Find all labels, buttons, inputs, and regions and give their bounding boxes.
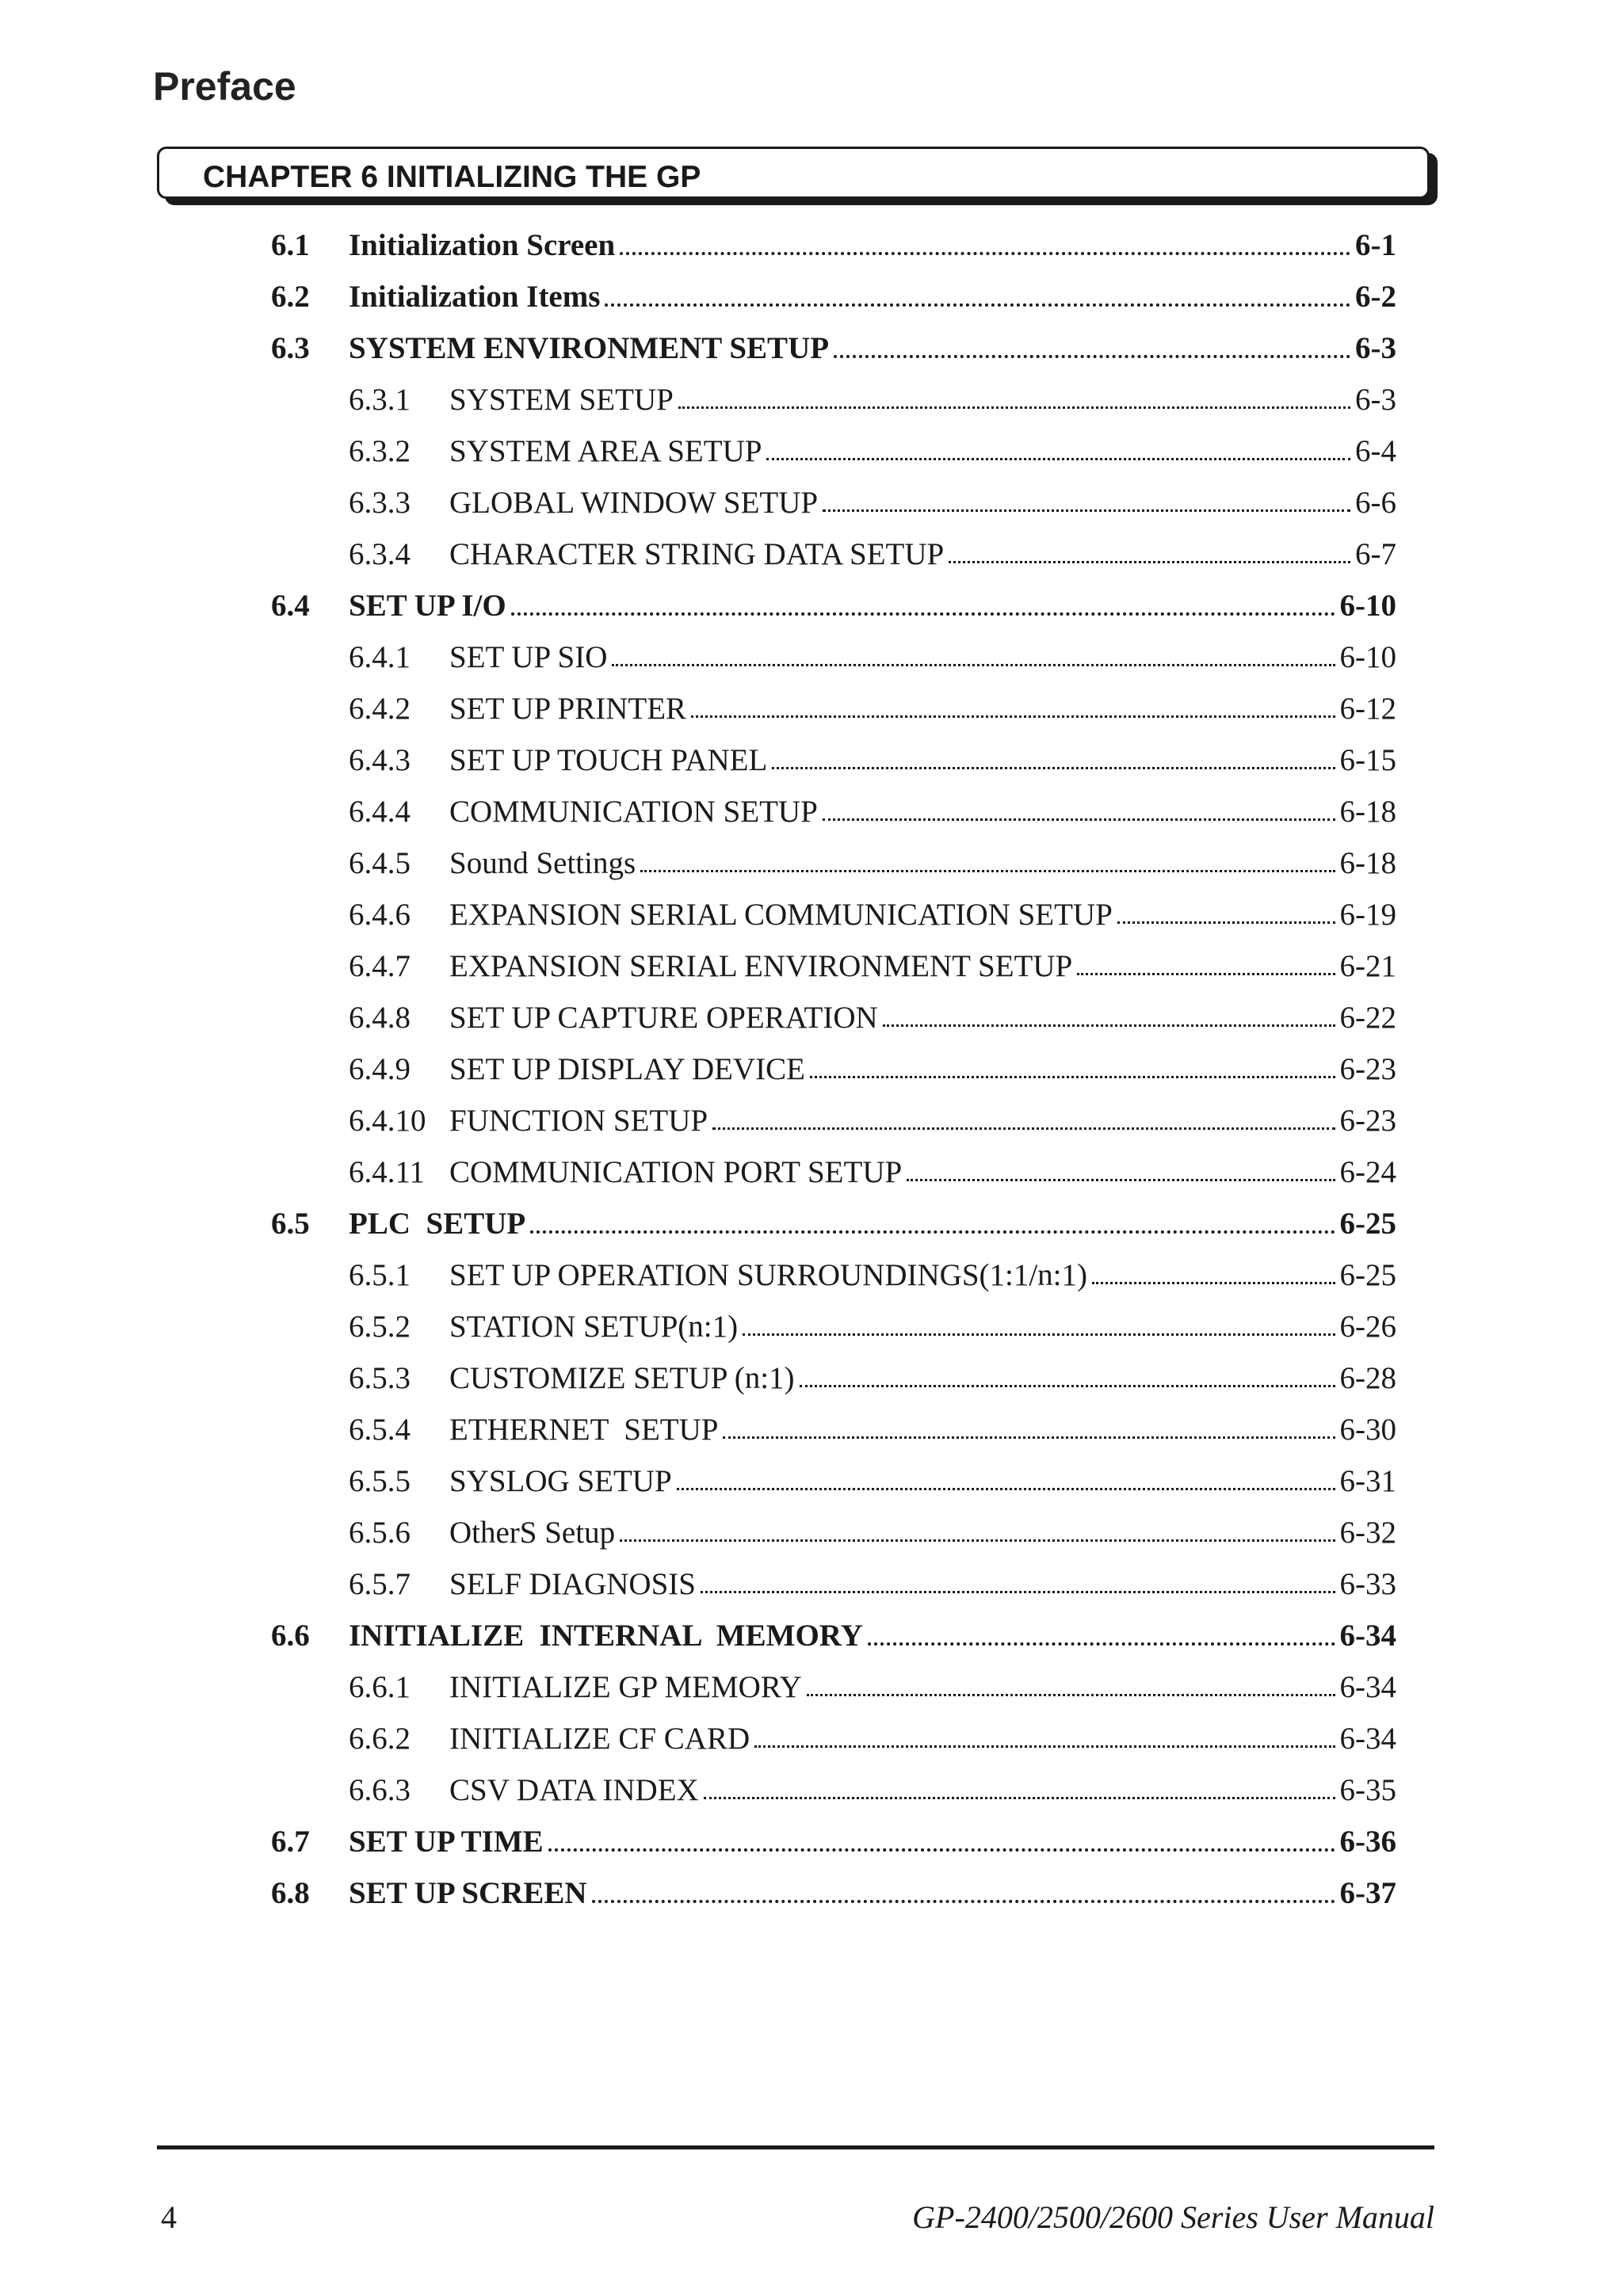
toc-subsection-entry xyxy=(0,1149,1623,1196)
toc-entry-number: 6.6 xyxy=(271,1619,310,1653)
toc-subsection-entry xyxy=(0,1509,1623,1557)
toc-section-entry xyxy=(0,325,1623,372)
toc-entry-line xyxy=(449,943,1396,990)
toc-dot-leader xyxy=(1117,921,1335,924)
toc-entry-number: 6.5.3 xyxy=(349,1361,411,1395)
toc-dot-leader xyxy=(530,1230,1335,1234)
toc-entry-title: STATION SETUP(n:1) xyxy=(449,1310,739,1344)
toc-entry-line xyxy=(349,222,1396,269)
toc-entry-title: INITIALIZE CF CARD xyxy=(449,1722,750,1756)
toc-entry-line xyxy=(349,1870,1396,1917)
toc-entry-number: 6.2 xyxy=(271,280,310,314)
toc-entry-title: INITIALIZE INTERNAL MEMORY xyxy=(349,1619,863,1653)
toc-dot-leader xyxy=(605,303,1350,307)
toc-subsection-entry xyxy=(0,1406,1623,1454)
toc-subsection-entry xyxy=(0,1458,1623,1505)
toc-entry-title: Sound Settings xyxy=(449,846,636,880)
toc-entry-number: 6.4 xyxy=(271,589,310,623)
toc-dot-leader xyxy=(883,1024,1335,1027)
toc-entry-number: 6.4.3 xyxy=(349,743,411,777)
toc-entry-title: OtherS Setup xyxy=(449,1516,616,1550)
toc-entry-line xyxy=(349,1200,1396,1248)
toc-entry-number: 6.3 xyxy=(271,331,310,365)
toc-section-entry xyxy=(0,1870,1623,1917)
toc-dot-leader xyxy=(592,1899,1335,1903)
toc-entry-title: SET UP I/O xyxy=(349,589,506,623)
toc-subsection-entry xyxy=(0,788,1623,836)
toc-entry-page: 6-3 xyxy=(1355,383,1396,417)
toc-subsection-entry xyxy=(0,376,1623,424)
toc-dot-leader xyxy=(868,1642,1335,1646)
toc-entry-page: 6-24 xyxy=(1339,1155,1396,1189)
toc-dot-leader xyxy=(834,354,1350,358)
toc-entry-line xyxy=(449,1252,1396,1299)
toc-entry-page: 6-25 xyxy=(1339,1207,1396,1241)
toc-entry-title: SELF DIAGNOSIS xyxy=(449,1567,696,1601)
toc-entry-number: 6.4.10 xyxy=(349,1104,426,1138)
toc-entry-page: 6-23 xyxy=(1339,1052,1396,1086)
toc-entry-line xyxy=(449,840,1396,887)
toc-entry-number: 6.4.9 xyxy=(349,1052,411,1086)
toc-subsection-entry xyxy=(0,428,1623,475)
toc-dot-leader xyxy=(620,1539,1335,1542)
toc-entry-title: Initialization Items xyxy=(349,280,601,314)
toc-entry-number: 6.4.1 xyxy=(349,640,411,674)
toc-entry-page: 6-18 xyxy=(1339,846,1396,880)
toc-entry-title: SET UP SIO xyxy=(449,640,608,674)
chapter-heading-box xyxy=(157,147,1430,199)
toc-entry-title: SET UP SCREEN xyxy=(349,1876,587,1910)
toc-dot-leader xyxy=(743,1333,1335,1336)
toc-entry-page: 6-4 xyxy=(1355,434,1396,468)
toc-entry-page: 6-28 xyxy=(1339,1361,1396,1395)
toc-subsection-entry xyxy=(0,1561,1623,1608)
toc-entry-page: 6-33 xyxy=(1339,1567,1396,1601)
toc-entry-line xyxy=(449,376,1396,424)
toc-entry-title: SYSTEM SETUP xyxy=(449,383,674,417)
toc-entry-line xyxy=(449,685,1396,733)
toc-subsection-entry xyxy=(0,1664,1623,1711)
toc-entry-line xyxy=(449,1664,1396,1711)
toc-entry-title: CSV DATA INDEX xyxy=(449,1773,699,1807)
toc-entry-title: COMMUNICATION SETUP xyxy=(449,795,818,829)
toc-subsection-entry xyxy=(0,840,1623,887)
toc-subsection-entry xyxy=(0,1252,1623,1299)
toc-entry-number: 6.8 xyxy=(271,1876,310,1910)
toc-entry-line xyxy=(449,737,1396,784)
toc-entry-page: 6-35 xyxy=(1339,1773,1396,1807)
toc-entry-line xyxy=(449,1355,1396,1402)
toc-entry-number: 6.5.4 xyxy=(349,1413,411,1447)
toc-entry-line xyxy=(449,1303,1396,1351)
toc-entry-line xyxy=(449,1046,1396,1093)
toc-subsection-entry xyxy=(0,1767,1623,1814)
toc-entry-line xyxy=(449,428,1396,475)
toc-entry-page: 6-15 xyxy=(1339,743,1396,777)
toc-subsection-entry xyxy=(0,634,1623,681)
toc-dot-leader xyxy=(701,1590,1335,1593)
chapter-title: CHAPTER 6 INITIALIZING THE GP xyxy=(203,160,701,194)
toc-entry-line xyxy=(349,325,1396,372)
toc-section-entry xyxy=(0,582,1623,630)
toc-entry-line xyxy=(449,1406,1396,1454)
toc-entry-title: ETHERNET SETUP xyxy=(449,1413,719,1447)
toc-entry-line xyxy=(449,1561,1396,1608)
toc-entry-number: 6.6.3 xyxy=(349,1773,411,1807)
toc-dot-leader xyxy=(823,509,1350,512)
toc-subsection-entry xyxy=(0,685,1623,733)
toc-entry-title: SYSTEM ENVIRONMENT SETUP xyxy=(349,331,830,365)
toc-dot-leader xyxy=(823,818,1335,821)
toc-section-entry xyxy=(0,273,1623,321)
toc-entry-page: 6-34 xyxy=(1339,1619,1396,1653)
manual-name: GP-2400/2500/2600 Series User Manual xyxy=(912,2199,1434,2235)
toc-entry-line xyxy=(349,1612,1396,1660)
toc-entry-line xyxy=(349,273,1396,321)
toc-entry-number: 6.3.4 xyxy=(349,537,411,571)
toc-entry-page: 6-34 xyxy=(1339,1670,1396,1704)
toc-entry-page: 6-36 xyxy=(1339,1825,1396,1859)
toc-entry-number: 6.4.6 xyxy=(349,898,411,932)
toc-entry-number: 6.4.7 xyxy=(349,949,411,983)
toc-subsection-entry xyxy=(0,1097,1623,1145)
toc-entry-title: FUNCTION SETUP xyxy=(449,1104,708,1138)
toc-entry-page: 6-22 xyxy=(1339,1001,1396,1035)
toc-entry-line xyxy=(349,1818,1396,1866)
toc-entry-page: 6-12 xyxy=(1339,692,1396,726)
page-number: 4 xyxy=(161,2199,177,2235)
toc-entry-line xyxy=(449,1715,1396,1763)
toc-dot-leader xyxy=(620,251,1350,255)
toc-entry-page: 6-21 xyxy=(1339,949,1396,983)
toc-entry-line xyxy=(449,1097,1396,1145)
toc-entry-line xyxy=(449,531,1396,578)
toc-entry-number: 6.4.11 xyxy=(349,1155,426,1189)
toc-entry-line xyxy=(449,994,1396,1042)
toc-entry-page: 6-2 xyxy=(1355,280,1396,314)
toc-entry-title: SYSTEM AREA SETUP xyxy=(449,434,762,468)
toc-entry-title: INITIALIZE GP MEMORY xyxy=(449,1670,802,1704)
toc-entry-line xyxy=(449,1767,1396,1814)
toc-entry-number: 6.7 xyxy=(271,1825,310,1859)
toc-entry-line xyxy=(449,891,1396,939)
toc-entry-line xyxy=(349,582,1396,630)
toc-dot-leader xyxy=(766,457,1350,460)
toc-section-entry xyxy=(0,1612,1623,1660)
toc-entry-number: 6.1 xyxy=(271,228,310,262)
toc-entry-number: 6.5.2 xyxy=(349,1310,411,1344)
toc-dot-leader xyxy=(949,560,1350,563)
toc-entry-page: 6-19 xyxy=(1339,898,1396,932)
toc-entry-title: SYSLOG SETUP xyxy=(449,1464,672,1498)
toc-dot-leader xyxy=(772,766,1335,769)
toc-entry-line xyxy=(449,479,1396,527)
toc-entry-number: 6.3.1 xyxy=(349,383,411,417)
toc-section-entry xyxy=(0,1200,1623,1248)
toc-entry-line xyxy=(449,1149,1396,1196)
toc-entry-page: 6-3 xyxy=(1355,331,1396,365)
toc-dot-leader xyxy=(807,1693,1335,1696)
toc-entry-title: EXPANSION SERIAL COMMUNICATION SETUP xyxy=(449,898,1113,932)
toc-dot-leader xyxy=(907,1178,1335,1181)
toc-subsection-entry xyxy=(0,1046,1623,1093)
toc-entry-page: 6-34 xyxy=(1339,1722,1396,1756)
toc-entry-number: 6.4.5 xyxy=(349,846,411,880)
toc-subsection-entry xyxy=(0,531,1623,578)
toc-subsection-entry xyxy=(0,891,1623,939)
toc-entry-number: 6.6.1 xyxy=(349,1670,411,1704)
toc-dot-leader xyxy=(800,1384,1335,1387)
toc-dot-leader xyxy=(677,1487,1335,1490)
toc-dot-leader xyxy=(678,406,1350,409)
toc-entry-number: 6.5.1 xyxy=(349,1258,411,1292)
toc-entry-page: 6-32 xyxy=(1339,1516,1396,1550)
toc-dot-leader xyxy=(723,1436,1335,1439)
toc-dot-leader xyxy=(704,1796,1335,1799)
toc-entry-line xyxy=(449,634,1396,681)
toc-entry-title: SET UP DISPLAY DEVICE xyxy=(449,1052,805,1086)
toc-entry-number: 6.5.6 xyxy=(349,1516,411,1550)
toc-subsection-entry xyxy=(0,1355,1623,1402)
toc-entry-number: 6.3.3 xyxy=(349,486,411,520)
toc-entry-page: 6-1 xyxy=(1355,228,1396,262)
toc-entry-page: 6-31 xyxy=(1339,1464,1396,1498)
toc-entry-title: SET UP TIME xyxy=(349,1825,544,1859)
toc-entry-page: 6-7 xyxy=(1355,537,1396,571)
toc-entry-title: SET UP TOUCH PANEL xyxy=(449,743,768,777)
toc-entry-line xyxy=(449,788,1396,836)
toc-entry-number: 6.4.8 xyxy=(349,1001,411,1035)
toc-subsection-entry xyxy=(0,737,1623,784)
toc-dot-leader xyxy=(612,663,1335,666)
toc-entry-page: 6-30 xyxy=(1339,1413,1396,1447)
toc-entry-title: SET UP PRINTER xyxy=(449,692,687,726)
toc-entry-title: CUSTOMIZE SETUP (n:1) xyxy=(449,1361,795,1395)
toc-entry-number: 6.5.7 xyxy=(349,1567,411,1601)
toc-entry-page: 6-37 xyxy=(1339,1876,1396,1910)
toc-entry-number: 6.5 xyxy=(271,1207,310,1241)
toc-dot-leader xyxy=(712,1127,1335,1130)
toc-entry-title: SET UP OPERATION SURROUNDINGS(1:1/n:1) xyxy=(449,1258,1087,1292)
toc-dot-leader xyxy=(548,1848,1335,1852)
toc-entry-number: 6.6.2 xyxy=(349,1722,411,1756)
toc-dot-leader xyxy=(1077,972,1335,975)
toc-entry-number: 6.3.2 xyxy=(349,434,411,468)
toc-entry-line xyxy=(449,1458,1396,1505)
toc-entry-title: EXPANSION SERIAL ENVIRONMENT SETUP xyxy=(449,949,1073,983)
toc-section-entry xyxy=(0,1818,1623,1866)
toc-dot-leader xyxy=(640,869,1335,872)
toc-entry-title: Initialization Screen xyxy=(349,228,616,262)
toc-entry-page: 6-25 xyxy=(1339,1258,1396,1292)
toc-subsection-entry xyxy=(0,1715,1623,1763)
toc-entry-page: 6-10 xyxy=(1339,589,1396,623)
toc-entry-title: PLC SETUP xyxy=(349,1207,526,1241)
toc-entry-page: 6-23 xyxy=(1339,1104,1396,1138)
toc-entry-title: CHARACTER STRING DATA SETUP xyxy=(449,537,945,571)
toc-subsection-entry xyxy=(0,1303,1623,1351)
toc-entry-number: 6.4.2 xyxy=(349,692,411,726)
page-header-title: Preface xyxy=(153,64,296,109)
toc-entry-title: GLOBAL WINDOW SETUP xyxy=(449,486,819,520)
toc-entry-title: COMMUNICATION PORT SETUP xyxy=(449,1155,903,1189)
toc-dot-leader xyxy=(1092,1281,1335,1284)
toc-entry-title: SET UP CAPTURE OPERATION xyxy=(449,1001,878,1035)
toc-dot-leader xyxy=(691,715,1335,718)
toc-dot-leader xyxy=(511,612,1335,616)
toc-entry-line xyxy=(449,1509,1396,1557)
toc-entry-page: 6-6 xyxy=(1355,486,1396,520)
toc-entry-page: 6-26 xyxy=(1339,1310,1396,1344)
toc-entry-number: 6.4.4 xyxy=(349,795,411,829)
toc-dot-leader xyxy=(810,1075,1335,1078)
footer-divider xyxy=(157,2145,1434,2149)
toc-subsection-entry xyxy=(0,943,1623,990)
toc-subsection-entry xyxy=(0,479,1623,527)
toc-entry-page: 6-10 xyxy=(1339,640,1396,674)
toc-dot-leader xyxy=(754,1745,1335,1748)
toc-section-entry xyxy=(0,222,1623,269)
toc-subsection-entry xyxy=(0,994,1623,1042)
toc-entry-number: 6.5.5 xyxy=(349,1464,411,1498)
toc-entry-page: 6-18 xyxy=(1339,795,1396,829)
